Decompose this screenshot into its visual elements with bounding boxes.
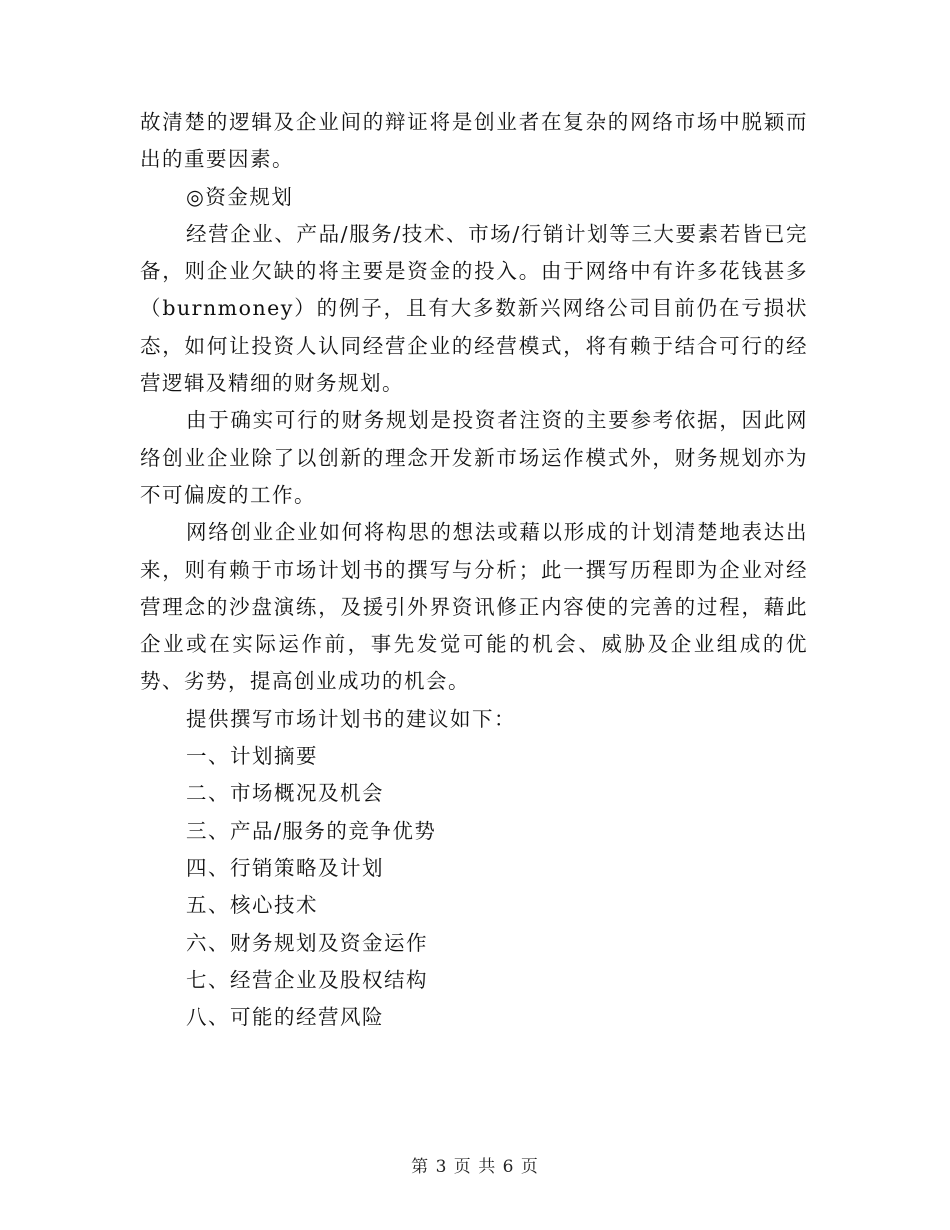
paragraph-business-plan-writing: 网络创业企业如何将构思的想法或藉以形成的计划清楚地表达出来，则有赖于市场计划书的撰写与分析；此一撰写历程即为企业对经营理念的沙盘演练，及援引外界资讯修正内容使的完善的过程，藉此企业或在实际运作前，事先发觉可能的机会、威胁及企业组成的优势、劣势，提高创业成功的机会。 bbox=[140, 520, 808, 694]
plan-outline-list bbox=[140, 738, 808, 1036]
list-item: 八、可能的经营风险 bbox=[186, 1005, 384, 1030]
paragraph-financial-planning: 由于确实可行的财务规划是投资者注资的主要参考依据，因此网络创业企业除了以创新的理念开发新市场运作模式外，财务规划亦为不可偏废的工作。 bbox=[140, 408, 808, 507]
paragraph-suggestions-intro: 提供撰写市场计划书的建议如下： bbox=[186, 706, 516, 731]
page-number-footer: 第 3 页 共 6 页 bbox=[411, 1157, 539, 1177]
list-item: 四、行销策略及计划 bbox=[186, 855, 384, 880]
document-body bbox=[140, 104, 808, 1036]
list-item: 七、经营企业及股权结构 bbox=[186, 967, 428, 992]
section-heading-funding-plan: ◎资金规划 bbox=[186, 184, 294, 209]
paragraph-funding-intro: 经营企业、产品/服务/技术、市场/行销计划等三大要素若皆已完备，则企业欠缺的将主要是资金的投入。由于网络中有许多花钱甚多（burnmoney）的例子，且有大多数新兴网络公司目前仍在亏损状态，如何让投资人认同经营企业的经营模式，将有赖于结合可行的经营逻辑及精细的财务规划。 bbox=[140, 221, 808, 396]
list-item: 六、财务规划及资金运作 bbox=[186, 930, 428, 955]
list-item: 二、市场概况及机会 bbox=[186, 781, 384, 806]
list-item: 五、核心技术 bbox=[186, 893, 318, 918]
paragraph-continued: 故清楚的逻辑及企业间的辩证将是创业者在复杂的网络市场中脱颖而出的重要因素。 bbox=[140, 110, 808, 172]
list-item: 三、产品/服务的竞争优势 bbox=[186, 818, 437, 843]
list-item: 一、计划摘要 bbox=[186, 744, 318, 769]
